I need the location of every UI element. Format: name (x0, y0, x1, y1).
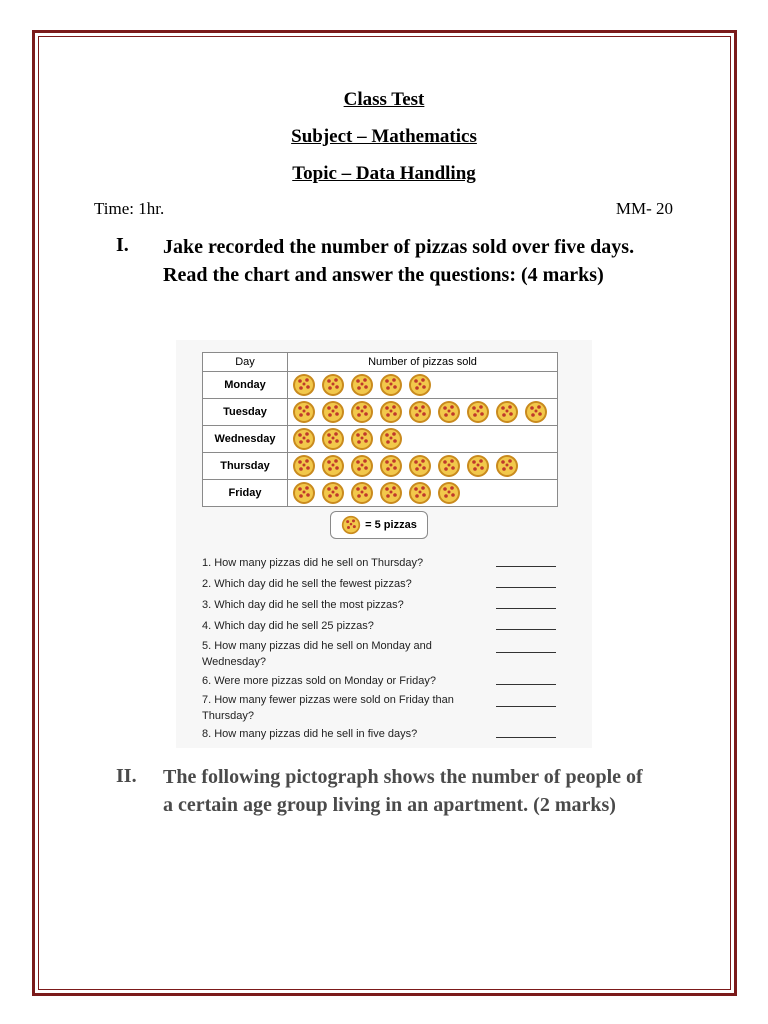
pizza-icons-cell (288, 399, 558, 426)
pizza-icon (408, 373, 432, 397)
pictograph-row (203, 372, 558, 399)
pizza-icon (379, 481, 403, 505)
pizza-icon (379, 373, 403, 397)
pizza-icon (437, 481, 461, 505)
pizza-icon (350, 481, 374, 505)
list-item: 6. Were more pizzas sold on Monday or Friday? (202, 673, 562, 692)
pizza-icon (321, 427, 345, 451)
pizza-icon (524, 400, 548, 424)
pictograph-header-row (203, 353, 558, 372)
pizza-icon (408, 481, 432, 505)
pizza-icon (341, 515, 361, 535)
day-label: Tuesday (203, 399, 288, 426)
pizza-icon (466, 454, 490, 478)
pizza-icons-cell (288, 426, 558, 453)
answer-line (496, 608, 556, 609)
pizza-icon (466, 400, 490, 424)
pizza-icon (292, 454, 316, 478)
pizza-icon (350, 427, 374, 451)
pizza-icon (292, 481, 316, 505)
pizza-icons-cell (288, 480, 558, 507)
key-label: = 5 pizzas (365, 519, 417, 531)
pictograph-row (203, 480, 558, 507)
test-title: Class Test (343, 89, 425, 110)
pizza-icon (408, 454, 432, 478)
pictograph-row (203, 399, 558, 426)
list-item: 8. How many pizzas did he sell in five days? (202, 726, 562, 746)
question-1-line1: Jake recorded the number of pizzas sold over five days. (163, 236, 635, 258)
pizza-icons-cell (288, 453, 558, 480)
pizza-icon (292, 373, 316, 397)
question-2-number: II. (116, 765, 137, 787)
pictograph-table (202, 352, 558, 507)
pizza-icon (437, 454, 461, 478)
day-label: Wednesday (203, 426, 288, 453)
max-marks-label: MM- 20 (615, 199, 673, 218)
list-item: 1. How many pizzas did he sell on Thursday? (202, 555, 562, 576)
pizza-icons-cell (288, 372, 558, 399)
list-item: 2. Which day did he sell the fewest pizzas? (202, 576, 562, 597)
answer-line (496, 629, 556, 630)
pizza-icon (321, 373, 345, 397)
pizza-icon (292, 400, 316, 424)
column-header-count: Number of pizzas sold (288, 353, 558, 372)
answer-line (496, 684, 556, 685)
pizza-icon (379, 454, 403, 478)
pizza-icon (379, 427, 403, 451)
pictograph-row (203, 453, 558, 480)
question-list (202, 555, 562, 746)
pizza-icon (321, 481, 345, 505)
pictograph-row (203, 426, 558, 453)
question-1-line2: Read the chart and answer the questions: (4 marks) (163, 264, 604, 286)
day-label: Thursday (203, 453, 288, 480)
subject-heading: Subject – Mathematics (291, 126, 477, 147)
column-header-day: Day (203, 353, 288, 372)
list-item: 3. Which day did he sell the most pizzas? (202, 597, 562, 618)
question-1-number: I. (116, 234, 129, 256)
pictograph-figure (176, 340, 592, 748)
pizza-icon (495, 400, 519, 424)
pictograph-key (330, 511, 428, 539)
time-label: Time: 1hr. (94, 199, 165, 218)
pizza-icon (437, 400, 461, 424)
pizza-icon (350, 454, 374, 478)
pizza-icon (495, 454, 519, 478)
list-item: 5. How many pizzas did he sell on Monday and Wednesday? (202, 638, 562, 673)
list-item: 7. How many fewer pizzas were sold on Friday than Thursday? (202, 692, 562, 726)
question-2-text: The following pictograph shows the number of people of a certain age group living in an apartment. (2 marks) (163, 766, 643, 816)
day-label: Friday (203, 480, 288, 507)
topic-heading: Topic – Data Handling (292, 163, 476, 184)
answer-line (496, 652, 556, 653)
answer-line (496, 737, 556, 738)
pizza-icon (350, 373, 374, 397)
answer-line (496, 706, 556, 707)
day-label: Monday (203, 372, 288, 399)
list-item: 4. Which day did he sell 25 pizzas? (202, 618, 562, 638)
pizza-icon (292, 427, 316, 451)
answer-line (496, 587, 556, 588)
answer-line (496, 566, 556, 567)
pizza-icon (350, 400, 374, 424)
pizza-icon (379, 400, 403, 424)
pizza-icon (321, 454, 345, 478)
pizza-icon (321, 400, 345, 424)
question-1-text (163, 233, 693, 289)
pizza-icon (408, 400, 432, 424)
